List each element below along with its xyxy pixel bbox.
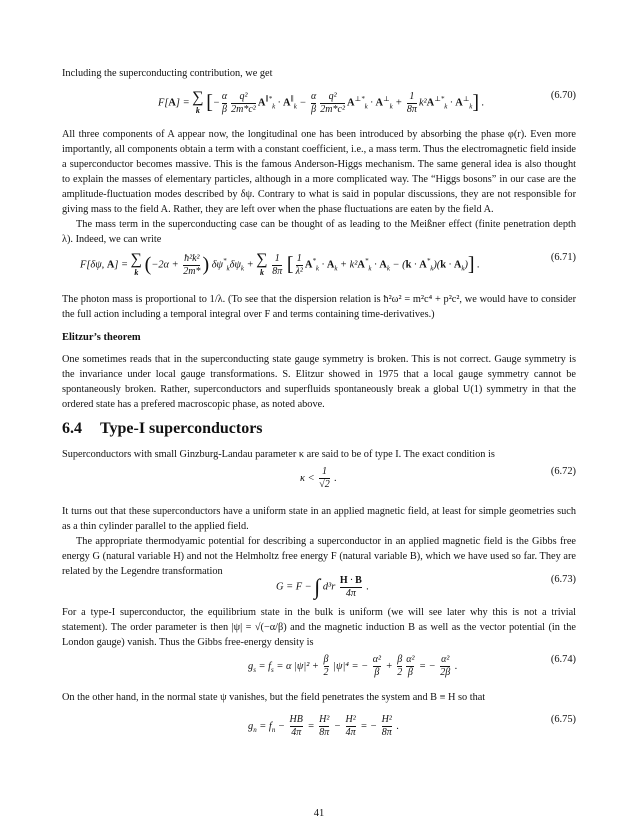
intro-text: Including the superconducting contribution, we get <box>62 68 273 79</box>
equation-6-72-body: κ < $\frac{1}{√2}$ . <box>300 466 337 490</box>
section-number: 6.4 <box>62 420 82 437</box>
equation-number: (6.72) <box>550 466 576 477</box>
equation-number: (6.74) <box>550 654 576 665</box>
paragraph-photon-mass: The photon mass is proportional to 1/λ. (To see that the dispersion relation is ħ²ω² = m²c⁴ + p²c², we would have to consider the full action including a temporal integral over F and terms containing time-derivatives.) <box>62 294 576 320</box>
equation-6-71-body: F[δψ, A] = ∑ k (−2α + $\frac{\text{ħ²k²}}{2m*}$ ) $\delta\psi^*_k\delta\psi_k$ + ∑ k $\frac{1}{8\pi}$ [ $\frac{1}{\text{λ²}}$ $A^*_k \cdot A_k + k^2A^*_k \cdot A_k - (k \cdot A^*_k)(k \cdot A_k)$] . <box>80 251 480 277</box>
subheading-elitzur: Elitzur’s theorem <box>62 332 141 343</box>
paragraph-normal-state: On the other hand, in the normal state ψ vanishes, but the field penetrates the system and B ≡ H so that <box>62 692 486 703</box>
equation-6-75 <box>62 714 576 754</box>
equation-6-70 <box>62 90 576 130</box>
equation-number: (6.71) <box>550 252 576 263</box>
paragraph-elitzur: One sometimes reads that in the superconducting state gauge symmetry is broken. This is not correct. Gauge symmetry is the invariance under local gauge transformations. S. Elitzur showed in 1975 that a local gauge symmetry cannot be spontaneously broken. Rather, superconductors and superfluids spontaneously break a global U(1) symmetry in that the ordered state has a prefered macroscopic phase, as noted above. <box>62 354 576 410</box>
equation-6-74 <box>62 654 576 694</box>
equation-6-75-body: $g_n = f_n$ − $\frac{HB}{4\pi}$ = $\frac{\text{H²}}{8\pi}$ − $\frac{\text{H²}}{4\pi}$ = − $\frac{\text{H²}}{8\pi}$ . <box>248 714 400 738</box>
equation-number: (6.73) <box>550 574 576 585</box>
equation-6-73-body: G = F − ∫ d³r $\frac{H \cdot B}{4\pi}$ . <box>276 574 370 599</box>
section-heading <box>62 420 263 438</box>
equation-6-74-body: $g_s = f_s = \alpha$ |ψ|² + $\frac{\beta}{2}$ |ψ|⁴ = − $\frac{\text{α²}}{\beta}$ + $\frac{\beta}{2}$ $\frac{\text{α²}}{\beta}$ = − $\frac{\text{α²}}{2\beta}$ . <box>248 654 458 678</box>
equation-number: (6.75) <box>550 714 576 725</box>
paragraph-type-i: Superconductors with small Ginzburg-Landau parameter κ are said to be of type I. The exact condition is <box>62 449 495 460</box>
section-title: Type-I superconductors <box>100 420 263 437</box>
paragraph-equilibrium: For a type-I superconductor, the equilibrium state in the bulk is uniform (we will see later why this is not a trivial statement). The order parameter is then |ψ| = √(−α/β) and the magnetic induction B as well as the vector potential (in the London gauge) vanish. Thus the Gibbs free-energy density is <box>62 607 576 648</box>
paragraph-meissner: The mass term in the superconducting case can be thought of as leading to the Meißner effect (finite penetration depth λ). Indeed, we can write <box>62 219 576 245</box>
equation-6-71 <box>62 252 576 292</box>
paragraph-anderson-higgs: All three components of A appear now, the longitudinal one has been introduced by absorbing the phase φ(r). Even more importantly, all components obtain a term with a constant coefficient, i.e., a mass term. Thus the electromagnetic field inside a superconductor becomes massive. This is the famous Anderson-Higgs mechanism. The same general idea is also thought to explain the masses of elementary particles, although in a more complicated way. The “Higgs bosons” in our case are the amplitude-fluctuation modes described by δψ. Contrary to what is said in popular discussions, they are not responsible for giving mass to the field A. Rather, they are left over when the phase fluctuations are eaten by the field A. <box>62 129 576 215</box>
page-number: 41 <box>313 808 325 819</box>
paragraph-uniform-state: It turns out that these superconductors have a uniform state in an applied magnetic field, at least for simple geometries such as a thin cylinder parallel to the applied field. <box>62 506 576 532</box>
equation-number: (6.70) <box>550 90 576 101</box>
paragraph-gibbs: The appropriate thermodyamic potential for describing a superconductor in an applied magnetic field is the Gibbs free energy G (natural variable H) and not the Helmholtz free energy F (natural variable B), which we have used so far. They are related by the Legendre transformation <box>62 536 576 577</box>
equation-6-72 <box>62 466 576 506</box>
equation-6-70-body: F[A] = ∑ k [− $\frac{\alpha}{\beta}$ $\frac{\text{q²}}{\text{2m*c²}}$ $A^{\parallel*}_k \cdot A^\parallel_k$ − $\frac{\alpha}{\beta}$ $\frac{\text{q²}}{\text{2m*c²}}$ $A^{\perp*}_k \cdot A^\perp_k$ + $\frac{1}{8\pi}$ $k^2A^{\perp*}_k \cdot A^\perp_k$] . <box>158 89 485 115</box>
